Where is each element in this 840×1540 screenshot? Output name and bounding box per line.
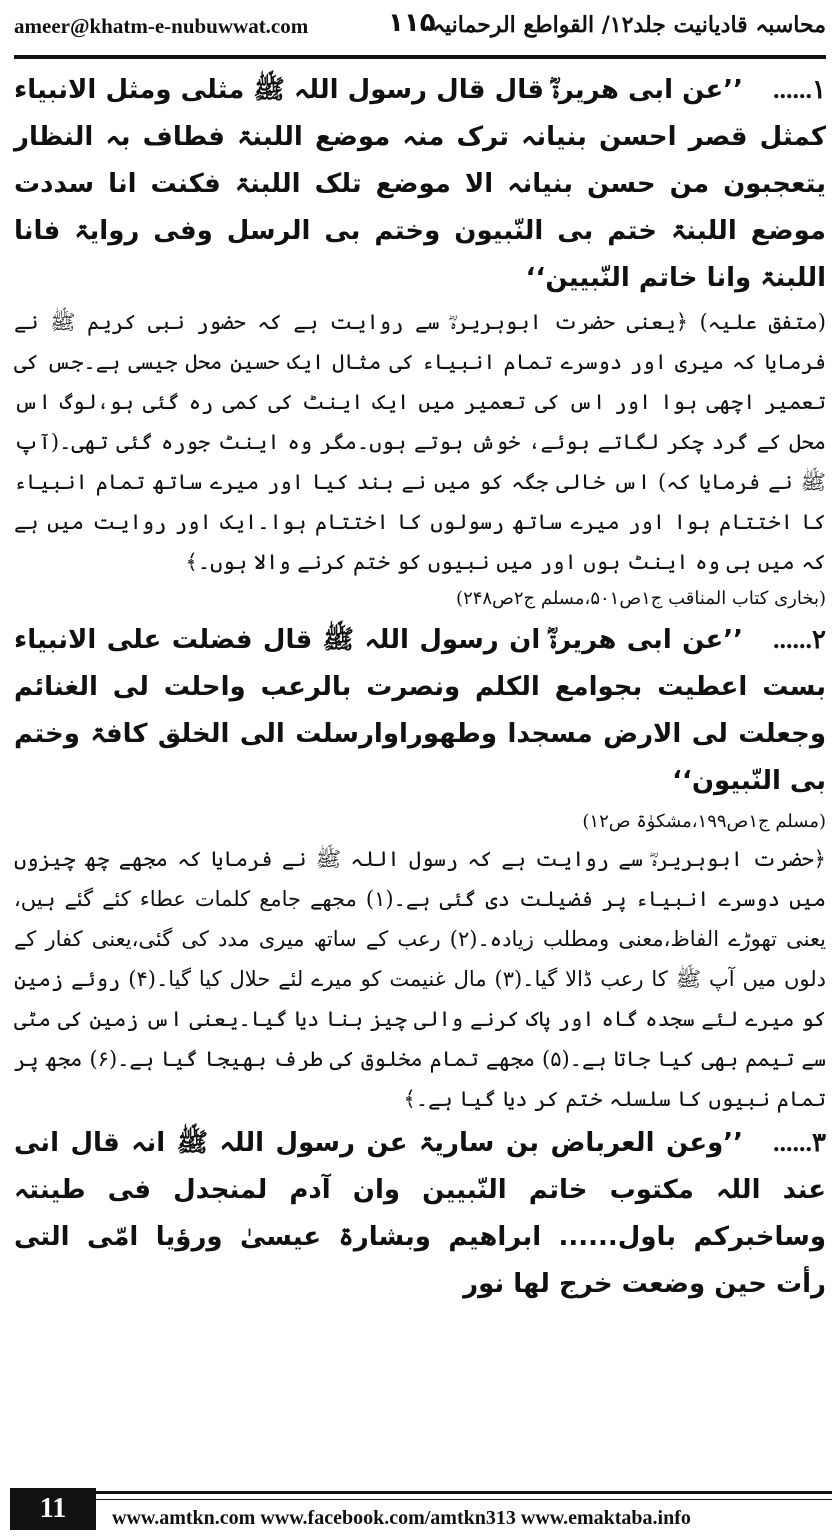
header-rule (14, 55, 826, 59)
hadith-3-number: ۳...... (773, 1128, 826, 1157)
hadith-2-number: ۲...... (773, 625, 826, 654)
hadith-1-number: ۱...... (773, 75, 826, 104)
page-body (14, 66, 826, 1476)
footer-rule-thin (96, 1499, 832, 1500)
hadith-3-arabic (14, 1119, 826, 1308)
hadith-2-reference: (مسلم ج۱ص۱۹۹،مشکوٰۃ ص۱۲) (582, 811, 826, 832)
page-footer (0, 1480, 840, 1540)
hadith-2-arabic-text: ’’عن ابی ھریرۃؓ ان رسول اللہ ﷺ قال فضلت علی الانبیاء بست اعطیت بجوامع الکلم ونصرت بالرعب واحلت لی الغنائم وجعلت لی الارض مسجدا وطھوراوارسلت الی الخلق کافۃ وختم بی النّبیون‘‘ (14, 625, 826, 796)
hadith-2-arabic (14, 616, 826, 805)
page-header (0, 0, 840, 56)
header-book-title: محاسبہ قادیانیت جلد۱۲/ القواطع الرحمانیہ (432, 12, 826, 38)
header-page-number: ۱۱۵ (388, 8, 436, 38)
footer-websites: www.amtkn.com www.facebook.com/amtkn313 www.emaktaba.info (112, 1507, 691, 1529)
footer-rule-thick (96, 1491, 832, 1494)
hadith-3-arabic-text: ’’وعن العرباض بن ساریۃ عن رسول اللہ ﷺ انہ قال انی عند اللہ مکتوب خاتم النّبیین وان آدم لمنجدل فی طینتہ وساخبرکم باول...... ابراھیم وبشارۃ عیسیٰ ورؤیا امّی التی رأت حین وضعت خرج لھا نور (14, 1128, 826, 1299)
hadith-1-arabic (14, 66, 826, 302)
header-email: ameer@khatm-e-nubuwwat.com (14, 14, 309, 38)
footer-page-box: 11 (10, 1488, 96, 1530)
hadith-1-urdu: (متفق علیہ) ﴿یعنی حضرت ابوہریرہؓ سے روایت ہے کہ حضور نبی کریم ﷺ نے فرمایا کہ میری اور دوسرے تمام انبیاء کی مثال ایک حسین محل جیسی ہے۔جس کی تعمیر اچھی ہوا اور اس کی تعمیر میں ایک اینٹ کی کمی رہ گئی ہو،لوگ اس محل کے گرد چکر لگاتے ہوئے، خوش ہوتے ہوں۔مگر وہ اینٹ جورہ گئی تھی۔(آپ ﷺ نے فرمایا کہ) اس خالی جگہ کو میں نے بند کیا اور میرے ساتھ تمام انبیاء کا اختتام ہوا اور میرے ساتھ رسولوں کا اختتام ہوا۔ایک اور روایت میں ہے کہ میں ہی وہ اینٹ ہوں اور میں نبیوں کو ختم کرنے والا ہوں۔﴾ (14, 310, 826, 574)
hadith-2-urdu: ﴿حضرت ابوہریرہؓ سے روایت ہے کہ رسول اللہ ﷺ نے فرمایا کہ مجھے چھ چیزوں میں دوسرے انبیاء پر فضیلت دی گئی ہے۔(۱) مجھے جامع کلمات عطاء کئے گئے ہیں، یعنی تھوڑے الفاظ،معنی ومطلب زیادہ۔(۲) رعب کے ساتھ میری مدد کی گئی،یعنی کفار کے دلوں میں آپ ﷺ کا رعب ڈالا گیا۔(۳) مال غنیمت کو میرے لئے حلال کیا گیا۔(۴) روئے زمین کو میرے لئے سجدہ گاہ اور پاک کرنے والی چیز بنا دیا گیا۔یعنی اس زمین کی مٹی سے تیمم بھی کیا جاتا ہے۔(۵) مجھے تمام مخلوق کی طرف بھیجا گیا ہے۔(۶) مجھ پر تمام نبیوں کا سلسلہ ختم کر دیا گیا ہے۔﴾ (14, 847, 827, 1111)
hadith-1-arabic-text: ’’عن ابی ھریرۃؓ قال قال رسول اللہ ﷺ مثلی ومثل الانبیاء کمثل قصر احسن بنیانہ ترک منہ موضع اللبنۃ فطاف بہ النظار یتعجبون من حسن بنیانہ الا موضع تلک اللبنۃ فکنت انا سددت موضع اللبنۃ ختم بی النّبیون وختم بی الرسل وفی روایۃ فانا اللبنۃ وانا خاتم النّبیین‘‘ (14, 75, 826, 293)
hadith-1-reference: (بخاری کتاب المناقب ج۱ص۵۰۱،مسلم ج۲ص۲۴۸) (456, 588, 826, 609)
